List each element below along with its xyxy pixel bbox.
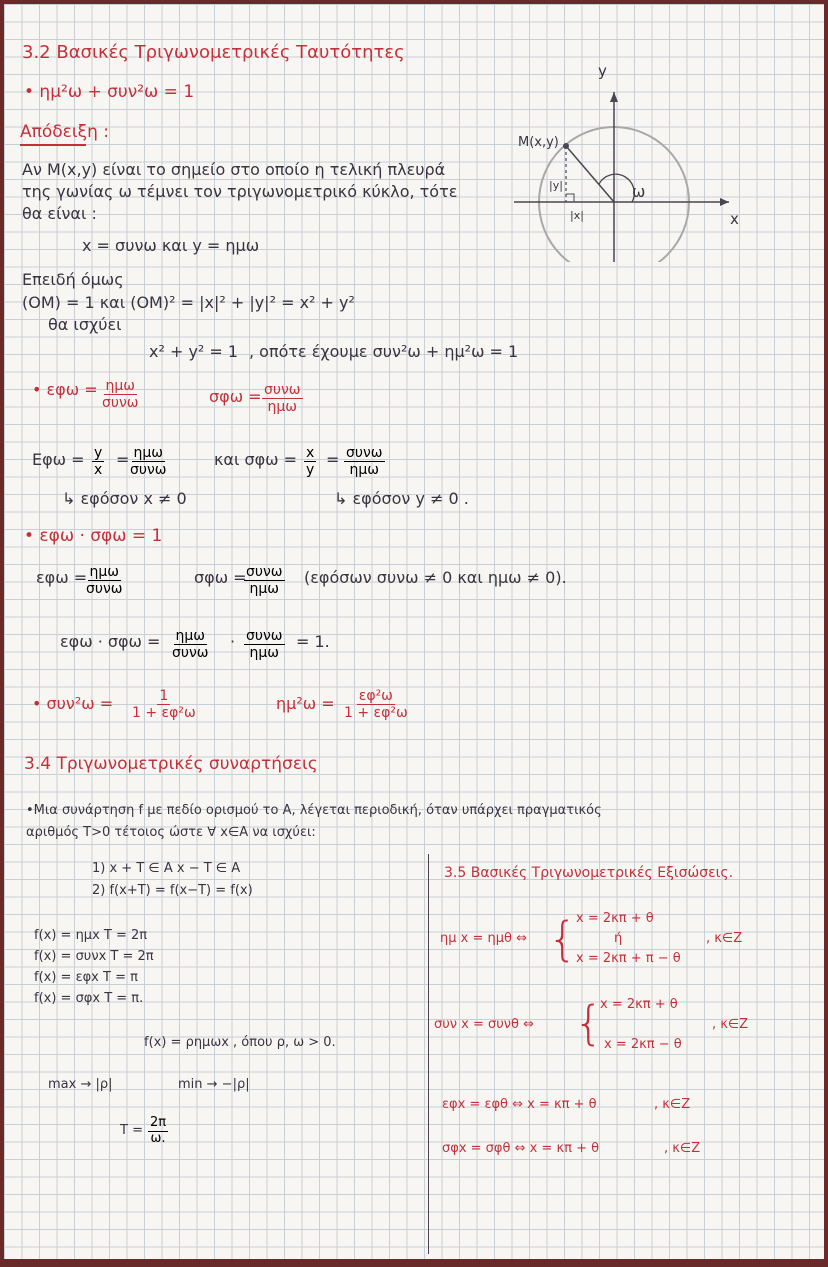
identity-cos2-fraction: $\frac{1}{\text{1 + εφ²ω}}$: [132, 688, 196, 722]
identity-pythagorean: • ημ²ω + συν²ω = 1: [24, 82, 195, 102]
proof3-frac-2: συνω ημω: [246, 564, 283, 598]
min-value: min → −|ρ|: [178, 1077, 250, 1092]
unit-circle-diagram: [514, 62, 744, 262]
proof-underline: [20, 144, 86, 146]
identity-sin2-lhs: ημ²ω =: [276, 694, 335, 713]
proof3-product-lhs: εφω · σφω =: [60, 632, 161, 651]
sin-case-1: x = 2κπ + θ: [576, 911, 654, 926]
proof2-eq: =: [116, 450, 130, 469]
proof2-condition-y: ↳ εφόσον y ≠ 0 .: [334, 489, 469, 508]
tan-k-integer: , κ∈Z: [654, 1097, 691, 1112]
proof3-product-dot: ·: [230, 632, 236, 651]
proof2-mid: και σφω =: [214, 450, 298, 469]
proof2-frac-xy: $\frac{x}{y}$: [306, 445, 315, 479]
periodic-condition-1: 1) x + T ∈ A x − T ∈ A: [92, 861, 241, 876]
x-axis-arrow-icon: [720, 198, 729, 206]
sin-case-2: x = 2κπ + π − θ: [576, 951, 681, 966]
notebook-page: [4, 4, 824, 1259]
section-3-2-title: 3.2 Βασικές Τριγωνομετρικές Ταυτότητες: [22, 42, 405, 63]
identity-cot-fraction: συνω ημω: [264, 382, 301, 416]
cos-case-2: x = 2κπ − θ: [604, 1037, 682, 1052]
identity-cos2-lhs: • συν²ω =: [32, 694, 114, 713]
sin-brace: {: [548, 912, 578, 966]
section-3-4-title: 3.4 Τριγωνομετρικές συναρτήσεις: [24, 754, 318, 774]
sin-k-integer: , κ∈Z: [706, 931, 743, 946]
period-sin: f(x) = ημx T = 2π: [34, 928, 148, 943]
proof2-frac-yx: $\frac{y}{x}$: [94, 445, 103, 479]
cot-equation: σφx = σφθ ⇔ x = κπ + θ: [442, 1141, 600, 1156]
proof3-mid: σφω =: [194, 568, 247, 587]
proof3-condition: (εφόσων συνω ≠ 0 και ημω ≠ 0).: [304, 568, 567, 587]
cos-k-integer: , κ∈Z: [712, 1017, 749, 1032]
cos-equation-lhs: συν x = συνθ ⇔: [434, 1017, 535, 1032]
proof3-lhs: εφω =: [36, 568, 88, 587]
proof-line-4: Επειδή όμως: [22, 270, 124, 289]
period-cos: f(x) = συνx T = 2π: [34, 949, 154, 964]
proof2-frac-cos-sin: συνω ημω: [346, 445, 383, 479]
column-divider: [428, 854, 429, 1254]
proof3-product-frac-2: συνω ημω: [246, 628, 283, 662]
cot-k-integer: , κ∈Z: [664, 1141, 701, 1156]
proof2-frac-sin-cos: ημω συνω: [130, 445, 167, 479]
proof-eq-2: (OM) = 1 και (OM)² = |x|² + |y|² = x² + y²: [22, 293, 355, 312]
identity-tan-lhs: • εφω =: [32, 380, 98, 399]
sin-equation-lhs: ημ x = ημθ ⇔: [440, 931, 527, 946]
period-tan: f(x) = εφx T = π: [34, 970, 138, 985]
proof3-frac-1: ημω συνω: [86, 564, 123, 598]
point-m-label: M(x,y): [518, 135, 559, 150]
period-cot: f(x) = σφx T = π.: [34, 991, 144, 1006]
proof2-lhs: Εφω =: [32, 450, 85, 469]
proof-line-1: Αν M(x,y) είναι το σημείο στο οποίο η τελική πλευρά: [22, 160, 446, 179]
angle-arc: [599, 174, 634, 202]
proof-line-3: θα είναι :: [22, 204, 97, 223]
proof3-product-rhs: = 1.: [296, 632, 330, 651]
tan-equation: εφx = εφθ ⇔ x = κπ + θ: [442, 1097, 597, 1112]
y-axis-label: y: [598, 62, 607, 80]
section-3-5-title: 3.5 Βασικές Τριγωνομετρικές Εξισώσεις.: [444, 865, 734, 881]
x-axis-label: x: [730, 210, 739, 228]
max-value: max → |ρ|: [48, 1077, 113, 1092]
period-formula-lhs: T =: [120, 1123, 143, 1138]
identity-tan-cot-product: • εφω · σφω = 1: [24, 526, 163, 546]
identity-cot-lhs: σφω =: [209, 387, 262, 406]
periodic-condition-2: 2) f(x+T) = f(x−T) = f(x): [92, 883, 253, 898]
periodic-definition-line-2: αριθμός T>0 τέτοιος ώστε ∀ x∈A να ισχύει:: [26, 825, 316, 840]
proof3-product-frac-1: ημω συνω: [172, 628, 209, 662]
angle-omega-label: ω: [632, 182, 646, 201]
abs-x-label: |x|: [570, 209, 584, 222]
proof-eq-1: x = συνω και y = ημω: [82, 236, 260, 255]
y-axis-arrow-icon: [610, 92, 618, 102]
point-m: [563, 143, 569, 149]
identity-tan-fraction: ημω συνω: [102, 378, 139, 412]
right-angle-mark: [566, 194, 574, 202]
sin-case-or: ή: [614, 931, 623, 946]
proof-line-2: της γωνίας ω τέμνει τον τριγωνομετρικό κύκλο, τότε: [22, 182, 458, 201]
cos-case-1: x = 2κπ + θ: [600, 997, 678, 1012]
proof-eq-3-right: , οπότε έχουμε συν²ω + ημ²ω = 1: [249, 342, 519, 361]
proof-eq-3-left: x² + y² = 1: [149, 342, 239, 361]
proof-label: Απόδειξη :: [20, 122, 109, 142]
general-sine-function: f(x) = ρημωx , όπου ρ, ω > 0.: [144, 1035, 336, 1050]
proof-line-5: θα ισχύει: [48, 315, 122, 334]
period-formula-fraction: $\frac{2\pi}{\omega.}$: [150, 1115, 167, 1146]
proof2-eq-2: =: [326, 450, 340, 469]
periodic-definition-line-1: •Μια συνάρτηση f με πεδίο ορισμού το A, λέγεται περιοδική, όταν υπάρχει πραγματικός: [26, 803, 602, 818]
abs-y-label: |y|: [549, 179, 563, 192]
cos-brace: {: [574, 996, 604, 1050]
proof2-condition-x: ↳ εφόσον x ≠ 0: [62, 489, 187, 508]
identity-sin2-fraction: $\frac{\text{εφ²ω}}{\text{1 + εφ²ω}}$: [344, 688, 408, 722]
